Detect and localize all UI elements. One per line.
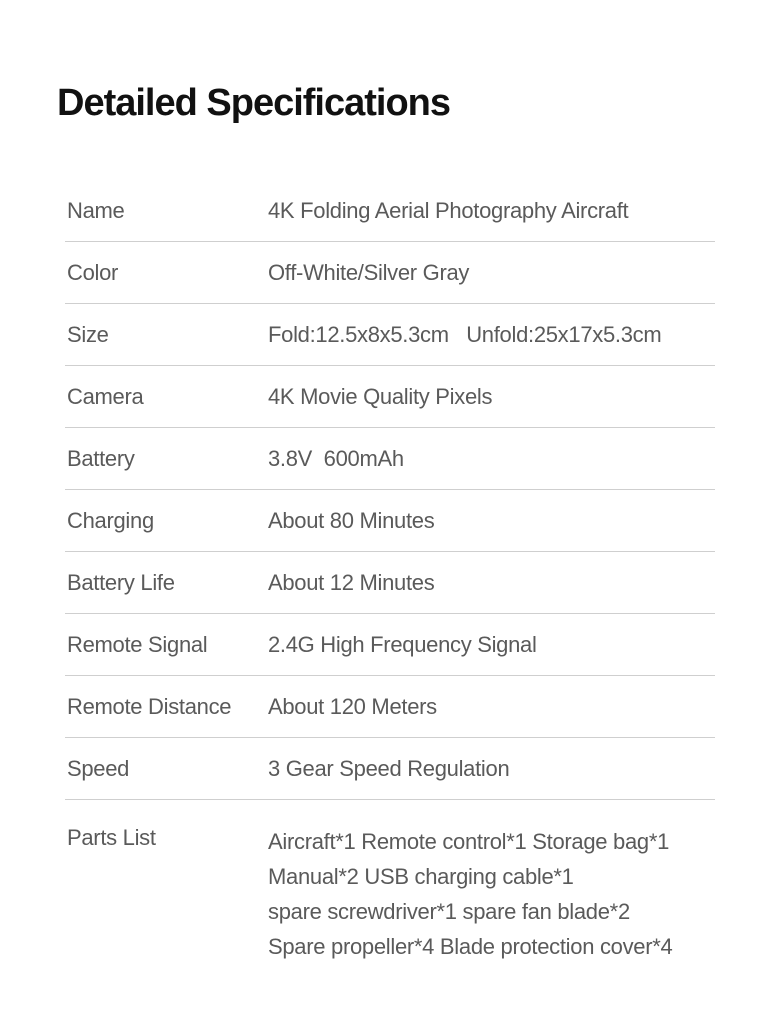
- spec-label: Camera: [67, 384, 144, 409]
- spec-label: Name: [67, 198, 125, 223]
- parts-list-line: Aircraft*1 Remote control*1 Storage bag*1: [268, 829, 670, 854]
- spec-row-remote-signal: [65, 614, 715, 676]
- spec-label: Battery: [67, 446, 135, 471]
- spec-row-speed: [65, 738, 715, 800]
- spec-label: Remote Signal: [67, 632, 208, 657]
- spec-value: Fold:12.5x8x5.3cm Unfold:25x17x5.3cm: [268, 322, 662, 347]
- parts-list: [268, 824, 672, 964]
- parts-list-line: spare screwdriver*1 spare fan blade*2: [268, 899, 630, 924]
- spec-row-battery: [65, 428, 715, 490]
- spec-table: [65, 180, 715, 959]
- spec-label: Parts List: [67, 825, 156, 850]
- spec-row-remote-distance: [65, 676, 715, 738]
- spec-label: Color: [67, 260, 119, 285]
- parts-list-line: Manual*2 USB charging cable*1: [268, 864, 574, 889]
- spec-row-size: [65, 304, 715, 366]
- spec-label: Charging: [67, 508, 154, 533]
- parts-list-line: Spare propeller*4 Blade protection cover*4: [268, 934, 673, 959]
- spec-value: About 80 Minutes: [268, 508, 435, 533]
- spec-row-color: [65, 242, 715, 304]
- spec-row-name: [65, 180, 715, 242]
- spec-value: 3 Gear Speed Regulation: [268, 756, 510, 781]
- spec-label: Remote Distance: [67, 694, 232, 719]
- spec-value: About 120 Meters: [268, 694, 437, 719]
- spec-row-camera: [65, 366, 715, 428]
- spec-value: About 12 Minutes: [268, 570, 435, 595]
- spec-value: 4K Folding Aerial Photography Aircraft: [268, 198, 629, 223]
- spec-value: 4K Movie Quality Pixels: [268, 384, 493, 409]
- page-title: Detailed Specifications: [57, 82, 451, 124]
- spec-label: Battery Life: [67, 570, 175, 595]
- spec-label: Speed: [67, 756, 130, 781]
- spec-row-battery-life: [65, 552, 715, 614]
- spec-value: 2.4G High Frequency Signal: [268, 632, 537, 657]
- spec-value: 3.8V 600mAh: [268, 446, 404, 471]
- spec-row-charging: [65, 490, 715, 552]
- spec-value: Off-White/Silver Gray: [268, 260, 470, 285]
- spec-label: Size: [67, 322, 109, 347]
